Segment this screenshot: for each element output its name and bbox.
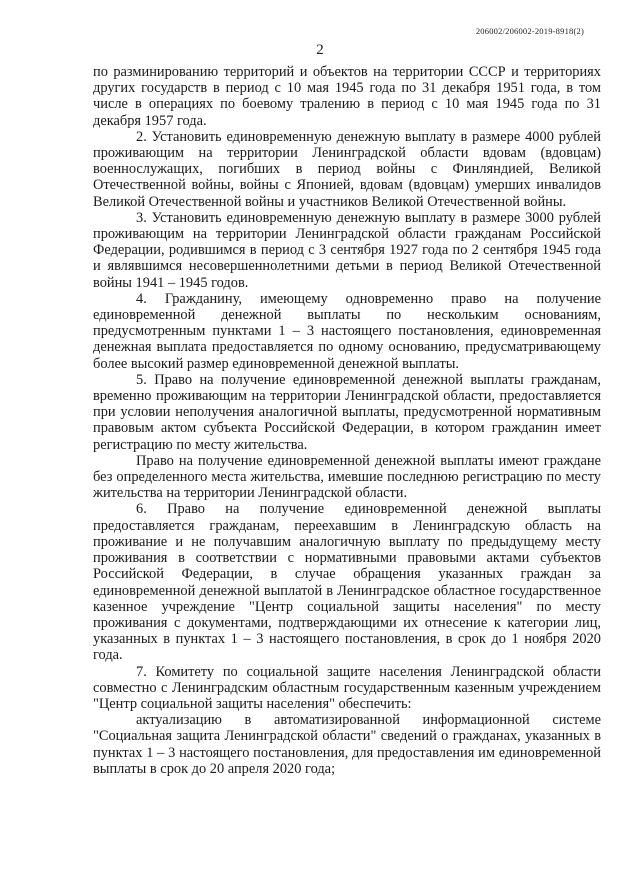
paragraph-item-5-homeless: Право на получение единовременной денежной выплаты имеют граждане без определенного места жительства, имевшие последнюю регистрацию по месту жительства на территории Ленинградской области.	[93, 452, 601, 502]
paragraph-continuation: по разминированию территорий и объектов на территории СССР и территориях других государств в период с 10 мая 1945 года по 31 декабря 1951 года, в том числе в операциях по боевому тралению в период с 10 мая 1945 года по 31 декабря 1957 года.	[93, 64, 601, 129]
paragraph-item-7-actualization: актуализацию в автоматизированной информационной системе "Социальная защита Ленинградской области" сведений о гражданах, указанных в пунктах 1 – 3 настоящего постановления, для предоставления им единовременной выплаты в срок до 20 апреля 2020 года;	[93, 712, 601, 777]
paragraph-item-2: 2. Установить единовременную денежную выплату в размере 4000 рублей проживающим на территории Ленинградской области вдовам (вдовцам) военнослужащих, погибших в период войны с Финляндией, Великой Отечественной войны, войны с Японией, вдовам (вдовцам) умерших инвалидов Великой Отечественной войны и участников Великой Отечественной войны.	[93, 128, 601, 210]
paragraph-item-4: 4. Гражданину, имеющему одновременно право на получение единовременной денежной выплаты по нескольким основаниям, предусмотренным пунктами 1 – 3 настоящего постановления, единовременная денежная выплата предоставляется по одному основанию, предусматривающему более высокий размер единовременной денежной выплаты.	[93, 290, 601, 372]
page-number: 2	[316, 42, 324, 58]
document-body	[93, 64, 601, 777]
paragraph-item-7: 7. Комитету по социальной защите населения Ленинградской области совместно с Ленинградским областным государственным казенным учреждением "Центр социальной защиты населения" обеспечить:	[93, 663, 601, 712]
document-id: 206002/206002-2019-8918(2)	[475, 26, 584, 36]
paragraph-item-3: 3. Установить единовременную денежную выплату в размере 3000 рублей проживающим на территории Ленинградской области гражданам Российской Федерации, родившимся в период с 3 сентября 1927 года по 2 сентября 1945 года и являвшимся несовершеннолетними детьми в период Великой Отечественной войны 1941 – 1945 годов.	[93, 209, 601, 291]
paragraph-item-6: 6. Право на получение единовременной денежной выплаты предоставляется гражданам, переехавшим в Ленинградскую область на проживание и не получавшим аналогичную выплату по предыдущему месту проживания в соответствии с нормативными правовыми актами субъектов Российской Федерации, в случае обращения указанных граждан за единовременной денежной выплатой в Ленинградское областное государственное казенное учреждение "Центр социальной защиты населения" по месту проживания с документами, подтверждающими их отнесение к категории лиц, указанных в пунктах 1 – 3 настоящего постановления, в срок до 1 ноября 2020 года.	[93, 501, 601, 664]
paragraph-item-5: 5. Право на получение единовременной денежной выплаты гражданам, временно проживающим на территории Ленинградской области, предоставляется при условии неполучения аналогичной выплаты, предусмотренной нормативным правовым актом субъекта Российской Федерации, в котором гражданин имеет регистрацию по месту жительства.	[93, 371, 601, 453]
